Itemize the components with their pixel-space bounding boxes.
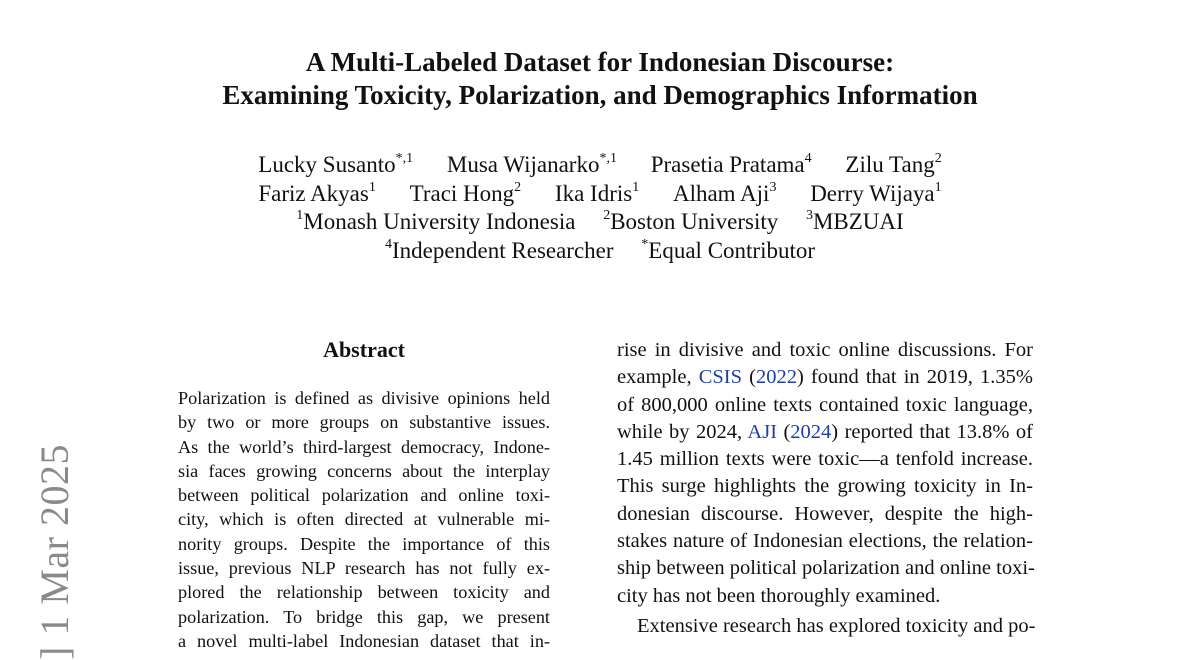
body-line: Extensive research has explored toxicity and po- xyxy=(637,614,1036,637)
affiliation: $^2$Boston University xyxy=(603,208,779,234)
citation-link-aji[interactable]: AJI xyxy=(747,420,778,443)
abstract-line: between political polarization and online toxi- xyxy=(178,485,550,506)
body-line: rise in divisive and toxic online discussions. For xyxy=(617,339,1033,361)
abstract-line: city, which is often directed at vulnerable mi- xyxy=(178,509,550,530)
body-line: example, CSIS (2022) found that in 2019, 1.35% xyxy=(617,366,1033,389)
citation-year-link[interactable]: 2022 xyxy=(755,366,797,389)
affiliation: *Equal Contributor xyxy=(641,236,816,263)
abstract-line: nority groups. Despite the importance of this xyxy=(178,533,550,554)
body-line: of 800,000 online texts contained toxic language, xyxy=(617,393,1033,416)
abstract-heading: Abstract xyxy=(323,337,405,362)
author-name: Fariz Akyas$^1$ xyxy=(258,179,376,206)
abstract-line: plored the relationship between toxicity and xyxy=(178,582,550,603)
body-line: city has not been thoroughly examined. xyxy=(617,584,941,607)
abstract-line: by two or more groups on substantive issues. xyxy=(178,412,550,433)
author-name: Alham Aji$^3$ xyxy=(672,179,777,206)
abstract-line: a novel multi-label Indonesian dataset that in- xyxy=(178,630,550,651)
author-name: Zilu Tang$^2$ xyxy=(845,151,942,177)
title-line-2: Examining Toxicity, Polarization, and Demographics Information xyxy=(222,80,978,110)
abstract-line: sia faces growing concerns about the interplay xyxy=(178,460,550,481)
affiliation: $^1$Monash University Indonesia xyxy=(296,208,576,234)
arxiv-stamp: ] 1 Mar 2025 xyxy=(32,444,77,660)
citation-link-csis[interactable]: CSIS xyxy=(698,366,742,389)
abstract-body xyxy=(178,386,550,653)
body-line: stakes nature of Indonesian elections, the relation- xyxy=(617,530,1033,553)
author-name: Lucky Susanto$^{*,1}$ xyxy=(258,151,414,177)
body-line: 1.45 million texts were toxic—a tenfold increase. xyxy=(617,448,1033,471)
abstract-line: As the world’s third-largest democracy, Indone- xyxy=(178,436,550,457)
body-line: This surge highlights the growing toxicity in In- xyxy=(617,475,1033,498)
abstract-line: issue, previous NLP research has not fully ex- xyxy=(178,558,550,579)
intro-column xyxy=(617,337,1036,640)
author-name: Musa Wijanarko$^{*,1}$ xyxy=(446,151,617,177)
author-row-2 xyxy=(0,180,1200,209)
body-line: while by 2024, AJI (2024) reported that 13.8% of xyxy=(617,420,1033,443)
author-name: Derry Wijaya$^1$ xyxy=(810,179,942,206)
affiliation-row-1 xyxy=(0,208,1200,237)
paper-title xyxy=(0,46,1200,112)
affiliation: $^3$MBZUAI xyxy=(805,208,904,234)
affiliation: $^4$Independent Researcher xyxy=(384,236,614,263)
author-name: Ika Idris$^1$ xyxy=(554,179,640,206)
body-line: ship between political polarization and online toxi- xyxy=(617,557,1035,580)
affiliation-row-2 xyxy=(0,237,1200,266)
author-row-1 xyxy=(0,151,1200,180)
abstract-line: Polarization is defined as divisive opinions held xyxy=(178,388,550,408)
author-name: Prasetia Pratama$^4$ xyxy=(650,151,812,177)
citation-year-link[interactable]: 2024 xyxy=(790,420,832,443)
author-block xyxy=(0,151,1200,265)
body-line: donesian discourse. However, despite the high- xyxy=(617,502,1033,525)
author-name: Traci Hong$^2$ xyxy=(409,179,522,206)
title-line-1: A Multi-Labeled Dataset for Indonesian Discourse: xyxy=(305,47,895,77)
abstract-line: polarization. To bridge this gap, we present xyxy=(178,606,550,627)
